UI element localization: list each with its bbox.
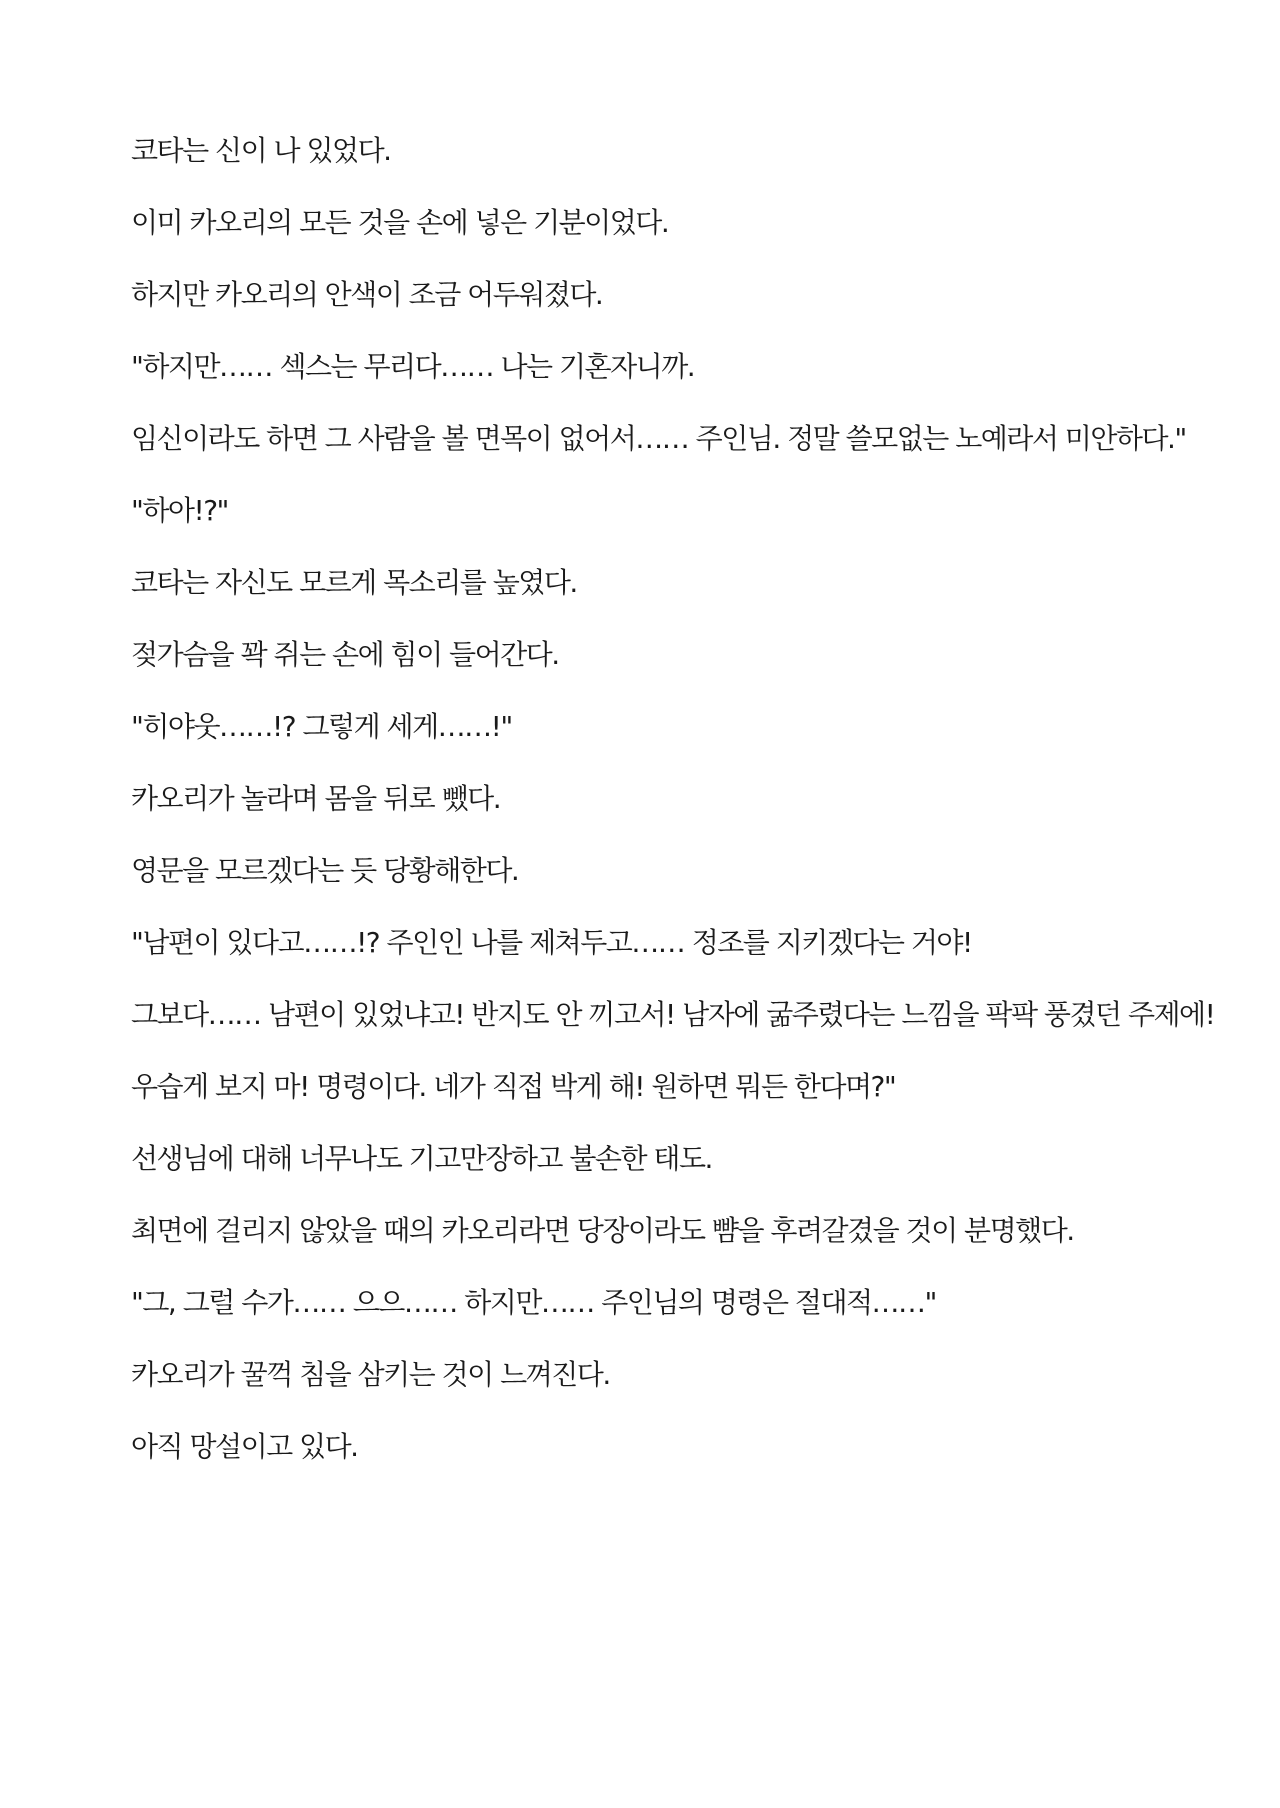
text-line: 젖가슴을 꽉 쥐는 손에 힘이 들어간다.	[131, 638, 559, 671]
text-line: "남편이 있다고……!? 주인인 나를 제쳐두고…… 정조를 지키겠다는 거야!	[131, 926, 972, 959]
text-line: 카오리가 놀라며 몸을 뒤로 뺐다.	[131, 782, 501, 815]
text-line: 선생님에 대해 너무나도 기고만장하고 불손한 태도.	[131, 1142, 712, 1175]
text-line: "하아!?"	[131, 494, 228, 527]
text-line: 코타는 신이 나 있었다.	[131, 134, 391, 167]
text-line: "그, 그럴 수가…… 으으…… 하지만…… 주인님의 명령은 절대적……"	[131, 1286, 936, 1319]
text-line: 하지만 카오리의 안색이 조금 어두워졌다.	[131, 278, 603, 311]
text-column	[131, 128, 1251, 1496]
text-line: 우습게 보지 마! 명령이다. 네가 직접 박게 해! 원하면 뭐든 한다며?"	[131, 1070, 896, 1103]
text-line: 카오리가 꿀꺽 침을 삼키는 것이 느껴진다.	[131, 1358, 610, 1391]
text-line: 이미 카오리의 모든 것을 손에 넣은 기분이었다.	[131, 206, 669, 239]
text-line: "히야웃……!? 그렇게 세게……!"	[131, 710, 512, 743]
text-line: 임신이라도 하면 그 사람을 볼 면목이 없어서…… 주인님. 정말 쓸모없는 노예라서 미안하다."	[131, 422, 1186, 455]
text-line: "하지만…… 섹스는 무리다…… 나는 기혼자니까.	[131, 350, 695, 383]
text-line: 최면에 걸리지 않았을 때의 카오리라면 당장이라도 뺨을 후려갈겼을 것이 분명했다.	[131, 1214, 1074, 1247]
text-line: 아직 망설이고 있다.	[131, 1430, 358, 1463]
text-line: 영문을 모르겠다는 듯 당황해한다.	[131, 854, 519, 887]
text-line: 코타는 자신도 모르게 목소리를 높였다.	[131, 566, 577, 599]
text-line: 그보다…… 남편이 있었냐고! 반지도 안 끼고서! 남자에 굶주렸다는 느낌을 팍팍 풍겼던 주제에!	[131, 998, 1215, 1031]
